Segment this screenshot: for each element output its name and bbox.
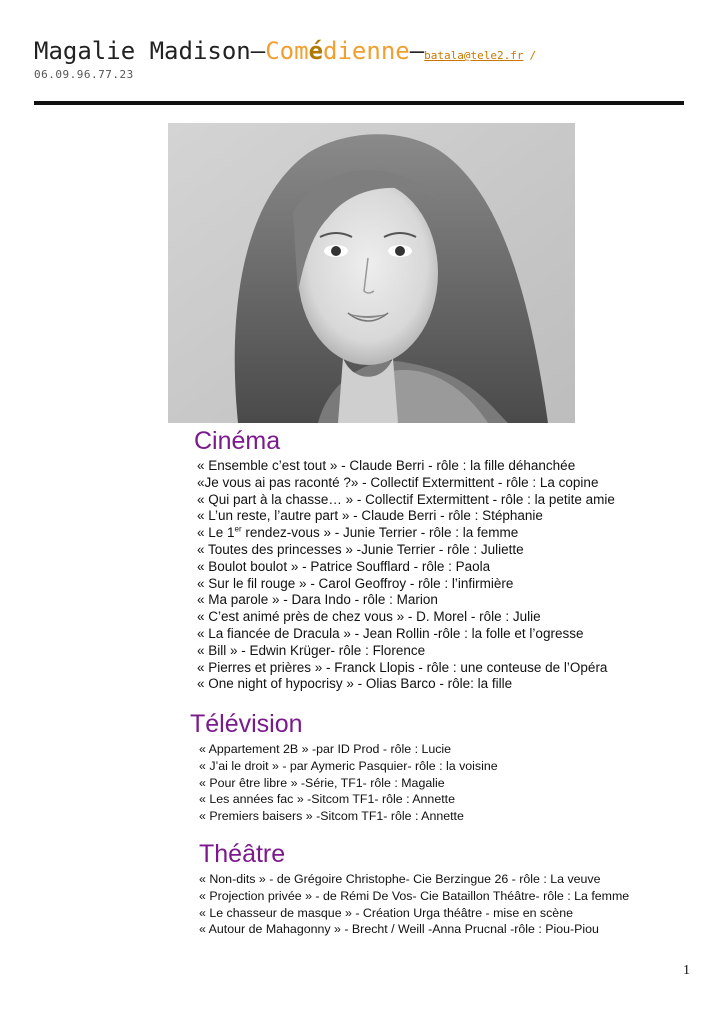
- list-item: « C’est animé près de chez vous » - D. Morel - rôle : Julie: [197, 609, 541, 625]
- list-item: « Sur le fil rouge » - Carol Geoffroy - rôle : l’infirmière: [197, 575, 514, 591]
- list-item: « Appartement 2B » -par ID Prod - rôle : Lucie: [199, 742, 452, 756]
- email-link[interactable]: batala@tele2.fr: [424, 49, 524, 62]
- page-number: 1: [683, 963, 690, 978]
- title-separator-2: –: [409, 37, 425, 65]
- list-item: « Autour de Mahagonny » - Brecht / Weill -Anna Prucnal -rôle : Piou-Piou: [199, 922, 599, 937]
- list-item: « La fiancée de Dracula » - Jean Rollin -rôle : la folle et l’ogresse: [197, 625, 584, 641]
- header-divider: [34, 101, 684, 105]
- list-item: « Projection privée » - de Rémi De Vos- Cie Bataillon Théâtre- rôle : La femme: [199, 888, 630, 903]
- cinema-title: Cinéma: [194, 427, 281, 455]
- actor-name: Magalie Madison: [34, 37, 251, 65]
- list-item: « Pour être libre » -Série, TF1- rôle : Magalie: [199, 775, 445, 790]
- theatre-title: Théâtre: [199, 840, 286, 868]
- list-item: « L’un reste, l’autre part » - Claude Berri - rôle : Stéphanie: [197, 508, 543, 524]
- television-list: [199, 741, 498, 825]
- actor-role: Comédienne: [265, 37, 410, 65]
- title-separator: –: [250, 37, 266, 65]
- list-item: « Non-dits » - de Grégoire Christophe- Cie Berzingue 26 - rôle : La veuve: [199, 872, 601, 886]
- header-title: [34, 37, 536, 65]
- portrait-photo: [168, 123, 575, 423]
- list-item: « Bill » - Edwin Krüger- rôle : Florence: [197, 642, 426, 658]
- list-item: « J’ai le droit » - par Aymeric Pasquier- rôle : la voisine: [199, 758, 498, 773]
- list-item: « Premiers baisers » -Sitcom TF1- rôle : Annette: [199, 809, 464, 824]
- theatre-list: [199, 871, 629, 938]
- list-item: « One night of hypocrisy » - Olias Barco - rôle: la fille: [197, 676, 513, 692]
- list-item: « Pierres et prières » - Franck Llopis - rôle : une conteuse de l’Opéra: [197, 659, 608, 675]
- television-title: Télévision: [190, 710, 303, 738]
- list-item: « Les années fac » -Sitcom TF1- rôle : Annette: [199, 792, 455, 807]
- list-item: «Je vous ai pas raconté ?» - Collectif Extermittent - rôle : La copine: [197, 474, 599, 490]
- list-item: « Qui part à la chasse… » - Collectif Extermittent - rôle : la petite amie: [197, 491, 615, 507]
- list-item: « Le 1er rendez-vous » - Junie Terrier - rôle : la femme: [197, 524, 519, 541]
- list-item: « Boulot boulot » - Patrice Soufflard - rôle : Paola: [197, 558, 491, 574]
- list-item: « Ensemble c’est tout » - Claude Berri - rôle : la fille déhanchée: [197, 458, 576, 473]
- phone-number: 06.09.96.77.23: [34, 68, 134, 81]
- list-item: « Ma parole » - Dara Indo - rôle : Marion: [197, 592, 438, 608]
- slash-separator: /: [529, 49, 537, 62]
- portrait-illustration: [168, 123, 575, 423]
- cinema-list: [197, 458, 615, 693]
- list-item: « Le chasseur de masque » - Création Urga théâtre - mise en scène: [199, 905, 573, 920]
- list-item: « Toutes des princesses » -Junie Terrier - rôle : Juliette: [197, 541, 524, 557]
